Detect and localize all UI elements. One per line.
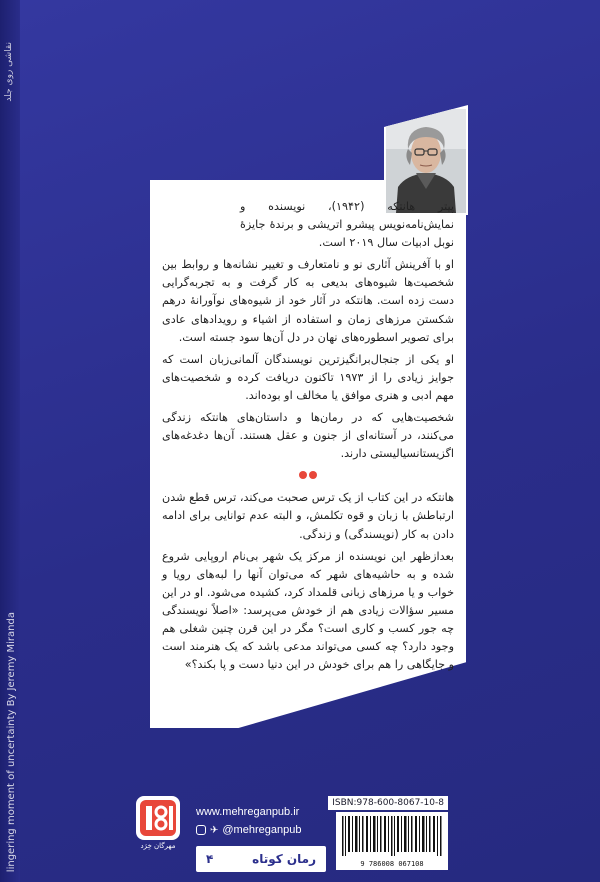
telegram-icon: ✈ (210, 824, 219, 836)
isbn-text: ISBN:978-600-8067-10-8 (328, 796, 448, 810)
section-divider (162, 471, 454, 479)
publisher-handle: @mehreganpub (222, 824, 302, 836)
blurb-paragraph-3: او یکی از جنجال‌برانگیزترین نویسندگان آلمانی‌زبان است که جوایز زیادی را از ۱۹۷۳ تاکنون دریافت کرده و شخصیت‌های مهم ادبی و هنری موافق یا مخالف او بوده‌اند. (162, 352, 455, 402)
publisher-website: www.mehreganpub.ir (196, 806, 300, 818)
barcode (336, 812, 448, 870)
barcode-number: 9 786008 067108 (360, 860, 424, 868)
series-number: ۴ (206, 852, 214, 866)
blurb-paragraph-1: پیتر هانتکه (۱۹۴۲)، نویسنده و نمایش‌نامه‌نویس پیشرو اتریشی و برندۀ جایزۀ نوبل ادبیات سال ۲۰۱۹ است. (240, 200, 454, 250)
series-name: رمان کوتاه (252, 852, 316, 866)
barcode-icon (336, 812, 448, 858)
isbn-area (148, 792, 448, 878)
cover-art-label: نقاشی روی جلد (4, 42, 14, 102)
cover-art-credit: lingering moment of uncertainty By Jeremy Miranda (6, 611, 17, 872)
blurb-paragraph-2: او با آفرینش آثاری نو و نامتعارف و تغییر نشانه‌ها و روابط بین شخصیت‌ها شیوه‌های بدیعی به کار گرفت و به تجربه‌گرایی دست زده است. هانتکه در آثار خود از شیوه‌های نوآورانۀ درهم شکستن مرزهای زمان و استفاده از اشیاء و رویدادهای عادی برای تصویر اسطوره‌های نهان در دل آن‌ها سود جسته است. (162, 258, 454, 344)
back-cover-blurb (162, 198, 454, 678)
blurb-paragraph-5: هانتکه در این کتاب از یک ترس صحبت می‌کند، ترس قطع شدن ارتباطش با زبان و قوه تکلمش، و البته عدم توانایی برای ادامه دادن به کار (نویسندگی) و زندگی. (162, 491, 454, 541)
publisher-logo-caption: مهرگان خِرَد (140, 842, 176, 850)
blurb-paragraph-4: شخصیت‌هایی که در رمان‌ها و داستان‌های هانتکه زندگی می‌کنند، در آستانه‌ای از جنون و عقل هستند. آن‌ها دغدغه‌های اگزیستانسیالیستی دارند. (162, 411, 454, 461)
blurb-paragraph-6: بعدازظهر این نویسنده از مرکز یک شهر بی‌نام اروپایی شروع شده و به حاشیه‌های شهر که می‌توان آنها را لبه‌های رویا و خواب و یا مرزهای زبانی قلمداد کرد، کشیده می‌شود. او در این مسیر سؤالات زیادی هم از خودش می‌پرسد: «اصلاً نویسندگی چه جور کسب و کاری است؟ مگر در این قرن چنین شغلی هم وجود دارد؟ چه کسی می‌تواند مدعی باشد که یک هنرمند است و جایگاهی را هم برای خودش در این دنیا دست و پا بکند؟» (162, 549, 454, 672)
